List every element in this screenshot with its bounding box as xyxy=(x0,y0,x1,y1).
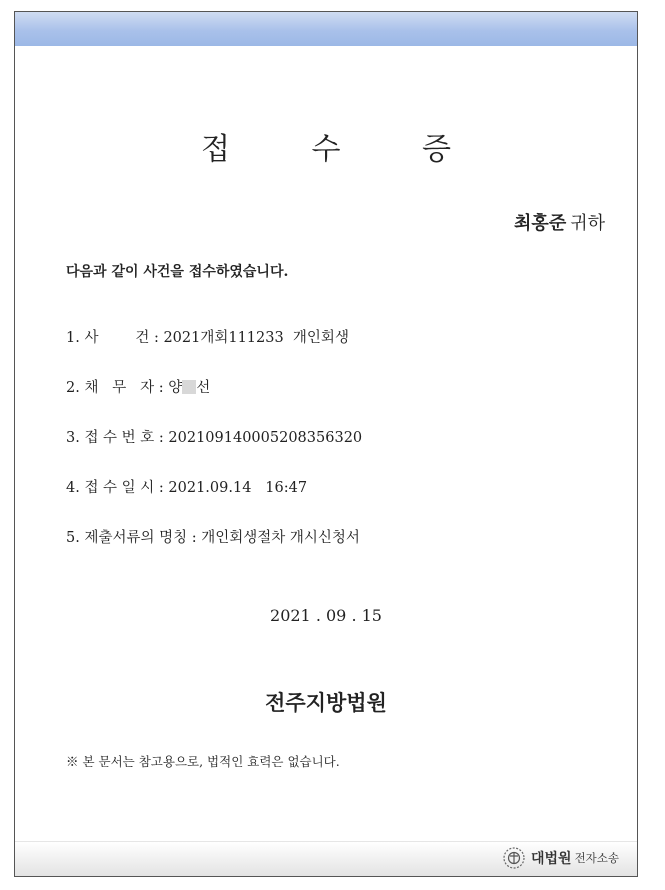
document-frame xyxy=(14,11,638,877)
recipient-name: 최홍준 xyxy=(514,213,567,234)
item-case xyxy=(66,326,349,347)
item-receipt-number xyxy=(66,426,362,447)
item-receipt-datetime xyxy=(66,476,307,497)
item-debtor-value-prefix: 양 xyxy=(168,380,183,396)
logo-sub-text: 전자소송 xyxy=(574,851,619,865)
item-case-value: 2021개회111233 개인회생 xyxy=(163,330,349,346)
redacted-mask xyxy=(182,380,196,394)
supreme-court-emblem-icon xyxy=(502,846,526,870)
court-logo xyxy=(502,846,619,870)
issue-date: 2021 . 09 . 15 xyxy=(270,606,382,625)
footer-band xyxy=(15,841,637,876)
item-receipt-number-value: 202109140005208356320 xyxy=(168,430,363,446)
header-band xyxy=(15,12,637,46)
item-receipt-datetime-label: 4. 접 수 일 시 : xyxy=(66,480,169,496)
item-receipt-number-label: 3. 접 수 번 호 : xyxy=(66,430,169,446)
item-debtor-label: 2. 채 무 자 : xyxy=(66,380,169,396)
item-case-label: 1. 사 건 : xyxy=(66,330,164,346)
item-receipt-datetime-value: 2021.09.14 16:47 xyxy=(168,480,308,496)
item-document-name xyxy=(66,526,360,547)
item-document-name-label: 5. 제출서류의 명칭 : xyxy=(66,530,202,546)
logo-main-text: 대법원 xyxy=(530,851,572,867)
intro-text: 다음과 같이 사건을 접수하였습니다. xyxy=(66,264,289,280)
item-document-name-value: 개인회생절차 개시신청서 xyxy=(201,530,360,546)
item-debtor xyxy=(66,376,210,397)
reference-note: ※ 본 문서는 참고용으로, 법적인 효력은 없습니다. xyxy=(66,754,340,769)
recipient-suffix: 귀하 xyxy=(570,213,605,234)
item-debtor-value-suffix: 선 xyxy=(196,380,211,396)
document-title: 접 수 증 xyxy=(200,132,487,167)
court-name: 전주지방법원 xyxy=(265,690,387,715)
recipient xyxy=(514,209,605,235)
